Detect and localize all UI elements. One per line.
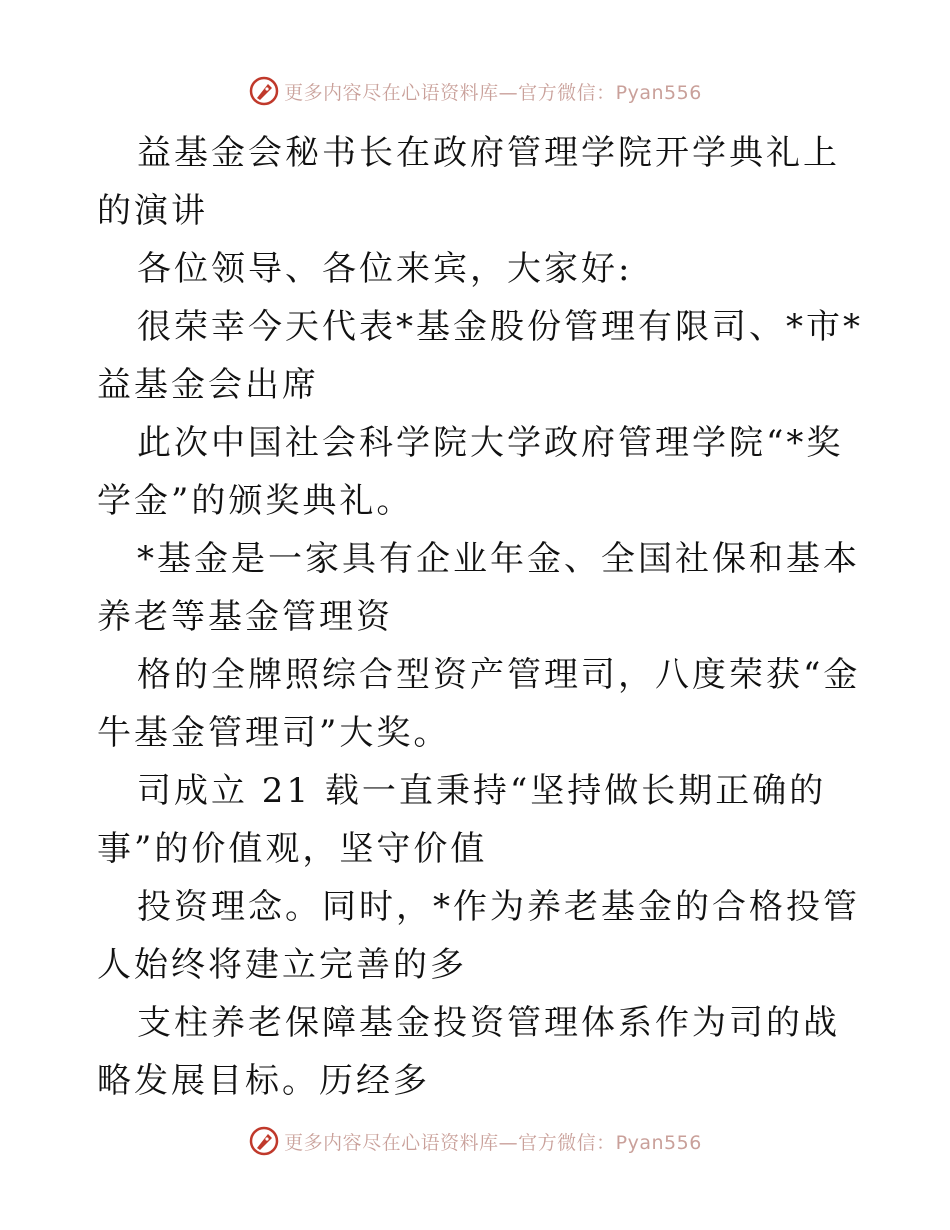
document-body [97,124,867,1110]
watermark-text: 更多内容尽在心语资料库—官方微信：Pyan556 [284,1131,702,1154]
pen-nib-logo-icon [248,75,280,107]
footer-watermark [0,1121,950,1161]
paragraph: 投资理念。同时，*作为养老基金的合格投管人始终将建立完善的多 [97,887,860,985]
document-title: 益基金会秘书长在政府管理学院开学典礼上的演讲 [97,133,840,231]
paragraph: 此次中国社会科学院大学政府管理学院“*奖学金”的颁奖典礼。 [97,423,844,521]
paragraph: 司成立 21 载一直秉持“坚持做长期正确的事”的价值观，坚守价值 [97,771,827,869]
header-watermark [0,71,950,111]
paragraph: *基金是一家具有企业年金、全国社保和基本养老等基金管理资 [97,539,860,637]
paragraph: 格的全牌照综合型资产管理司，八度荣获“金牛基金管理司”大奖。 [97,655,861,753]
paragraph: 支柱养老保障基金投资管理体系作为司的战略发展目标。历经多 [97,1003,840,1101]
watermark-text: 更多内容尽在心语资料库—官方微信：Pyan556 [284,81,702,104]
paragraph: 各位领导、各位来宾，大家好: [137,249,633,289]
paragraph: 很荣幸今天代表*基金股份管理有限司、*市*益基金会出席 [97,307,863,405]
pen-nib-logo-icon [248,1125,280,1157]
